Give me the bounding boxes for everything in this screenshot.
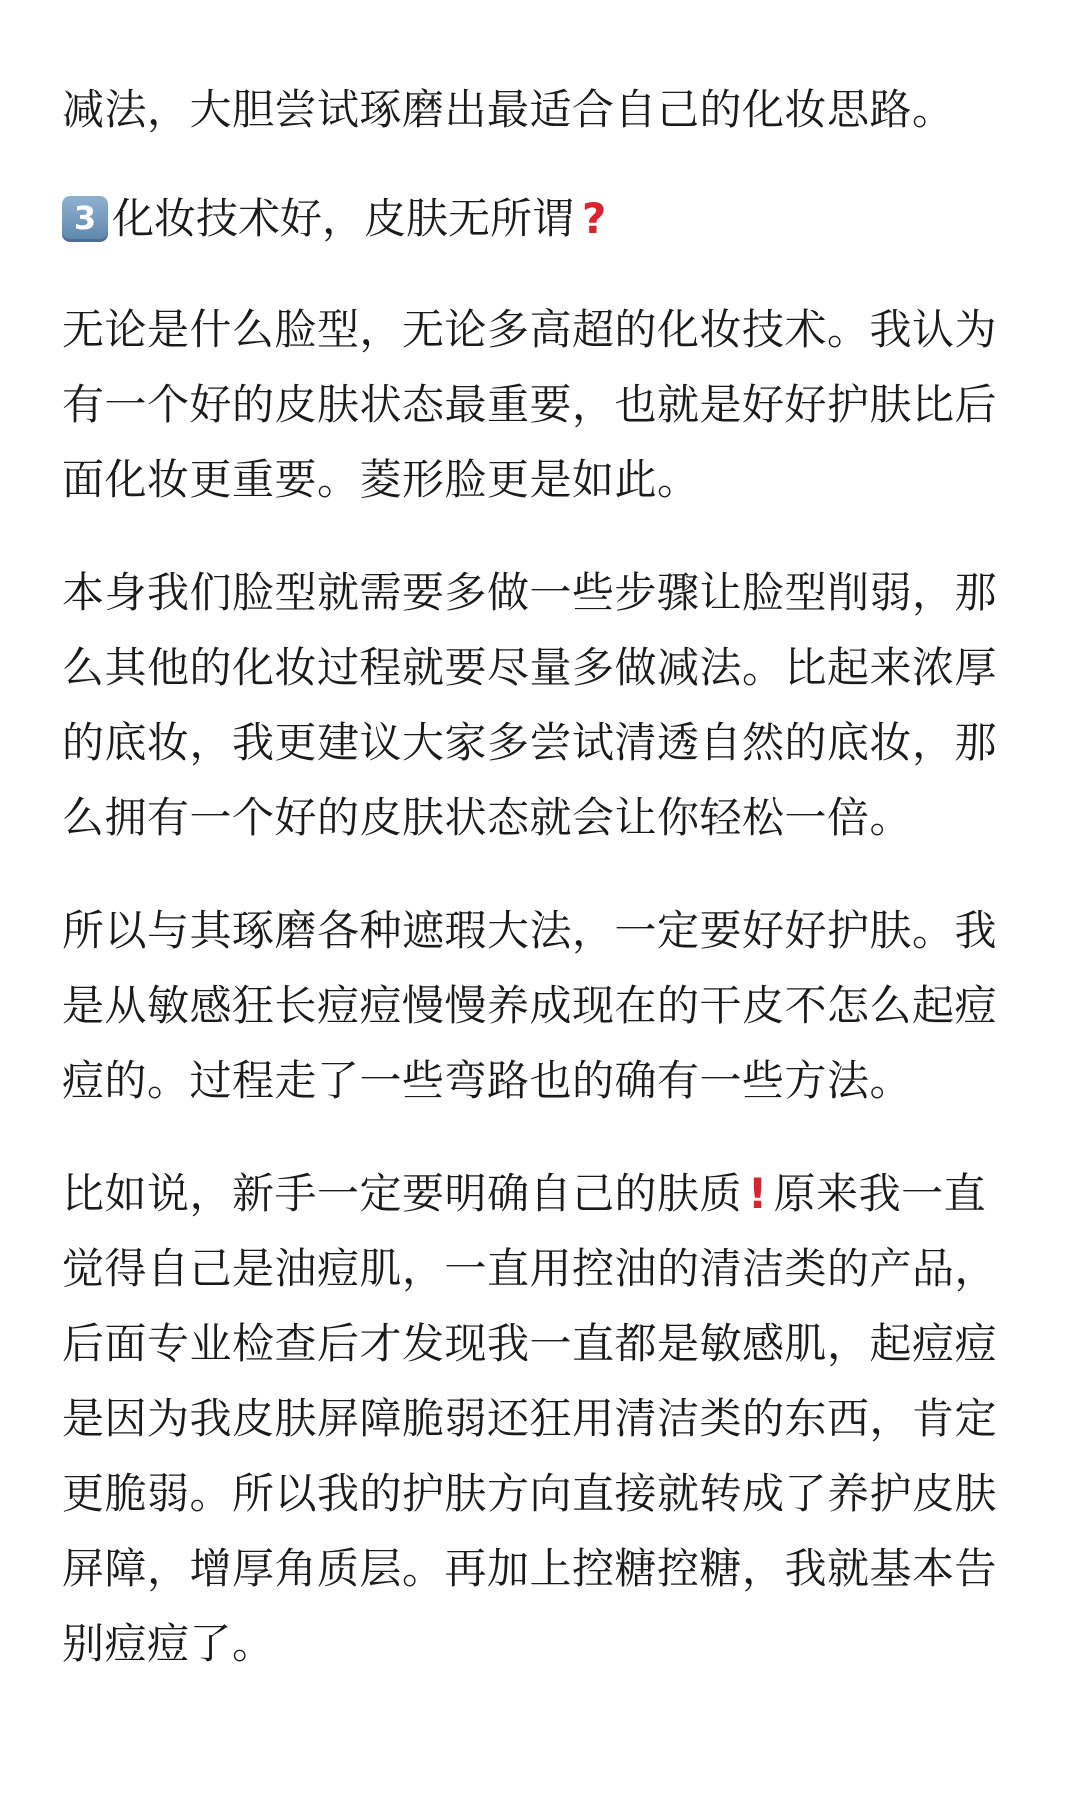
paragraph-skin-type-lead: 比如说，新手一定要明确自己的肤质 <box>62 1169 743 1218</box>
paragraph-skin-type <box>62 1156 1020 1681</box>
paragraph-intro: 减法，大胆尝试琢磨出最适合自己的化妆思路。 <box>62 85 955 134</box>
paragraph-base-makeup: 本身我们脸型就需要多做一些步骤让脸型削弱，那么其他的化妆过程就要尽量多做减法。比起来浓厚的底妆，我更建议大家多尝试清透自然的底妆，那么拥有一个好的皮肤状态就会让你轻松一倍。 <box>62 568 998 842</box>
section-heading <box>62 181 1020 256</box>
red-exclamation-icon: ! <box>748 1169 768 1218</box>
red-question-mark-icon: ? <box>582 194 607 243</box>
paragraph-skin-type-body: 原来我一直觉得自己是油痘肌，一直用控油的清洁类的产品，后面专业检查后才发现我一直都是敏感肌，起痘痘是因为我皮肤屏障脆弱还狂用清洁类的东西，肯定更脆弱。所以我的护肤方向直接就转成了养护皮肤屏障，增厚角质层。再加上控糖控糖，我就基本告别痘痘了。 <box>62 1169 998 1668</box>
section-heading-text: 化妆技术好，皮肤无所谓 <box>112 194 575 243</box>
keycap-number-icon: 3 <box>62 196 108 242</box>
paragraph-skincare: 所以与其琢磨各种遮瑕大法，一定要好好护肤。我是从敏感狂长痘痘慢慢养成现在的干皮不怎么起痘痘的。过程走了一些弯路也的确有一些方法。 <box>62 906 998 1105</box>
article-body <box>62 72 1020 1719</box>
paragraph-skin-state: 无论是什么脸型，无论多高超的化妆技术。我认为有一个好的皮肤状态最重要，也就是好好护肤比后面化妆更重要。菱形脸更是如此。 <box>62 305 998 504</box>
